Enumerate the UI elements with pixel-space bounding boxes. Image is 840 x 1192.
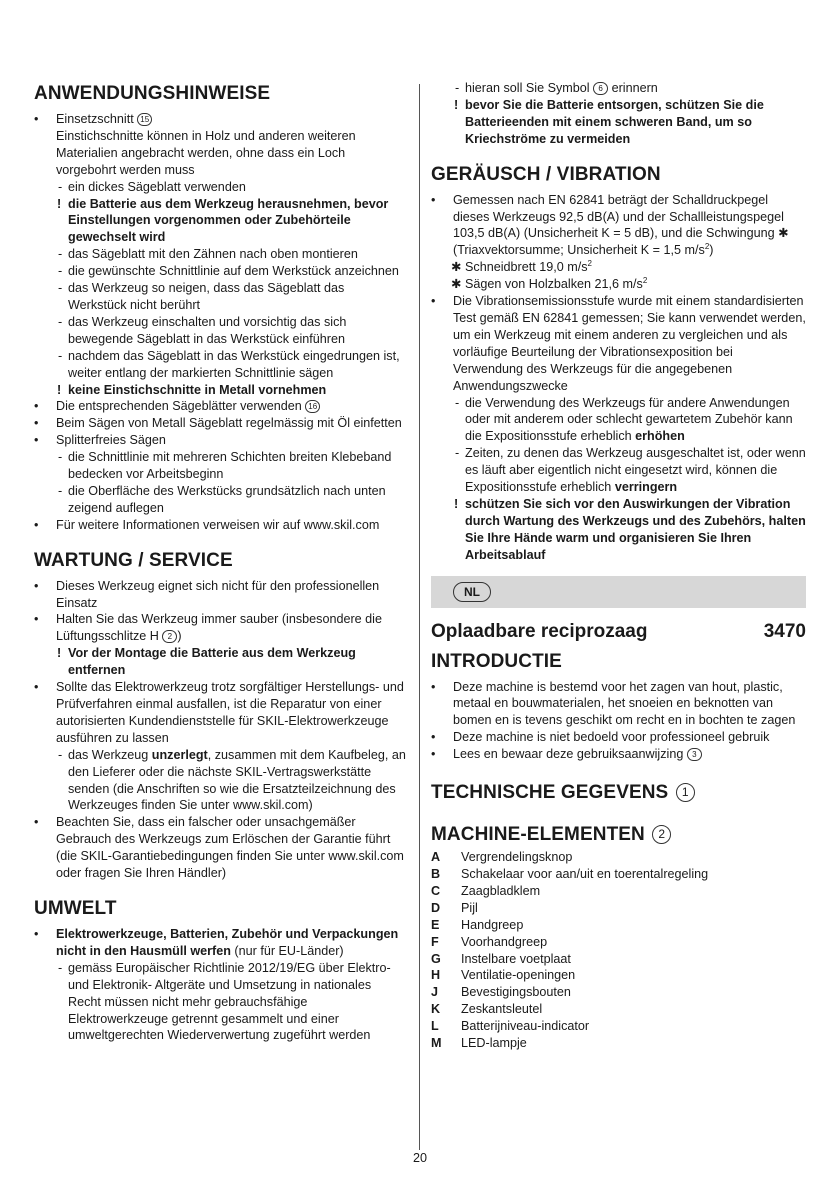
part-key: E (431, 917, 440, 932)
list-item: - die Verwendung des Werkzeugs für andere Anwendungen oder mit anderem oder schlecht gewartetem Zubehör kann die Expositionsstufe erheblich erhöhen (431, 395, 806, 446)
part-key: J (431, 985, 439, 1000)
ref-number: 6 (593, 82, 608, 95)
model-number: 3470 (763, 620, 806, 642)
list-item: - die gewünschte Schnittlinie auf dem Werkstück anzeichnen (34, 263, 406, 280)
ref-number: 1 (676, 783, 695, 802)
list-item: • Gemessen nach EN 62841 beträgt der Schalldruckpegel dieses Werkzeugs 92,5 dB(A) und der Schallleistungspegel 103,5 dB(A) (Unsicherheit K = 5 dB), und die Schwingung ✱ (Triaxvektorsumme; Unsicherheit K = 1,5 $m/s^2$) (431, 192, 806, 260)
warning-item: ! bevor Sie die Batterie entsorgen, schützen Sie die Batterieenden mit einem schweren Band, um so Kriechströme zu vermeiden (431, 97, 806, 148)
list-item: • Beachten Sie, dass ein falscher oder unsachgemäßer Gebrauch des Werkzeugs zum Erlöschen der Garantie führt (die SKIL-Garantiebedingungen finden Sie unter www.skil.com oder fragen Sie Ihren Händler) (34, 814, 406, 882)
left-column (34, 80, 406, 1044)
heading-technische-gegevens: TECHNISCHE GEGEVENS 1 (431, 781, 806, 805)
anwendung-list (34, 111, 406, 534)
right-column (431, 80, 806, 1052)
part-label: Bevestigingsbouten (461, 985, 571, 1000)
part-key: B (431, 867, 441, 881)
list-item: • Splitterfreies Sägen (34, 432, 406, 449)
part-label: Zaagbladklem (461, 883, 541, 898)
list-item: - die Oberfläche des Werkstücks grundsätzlich nach unten zeigend auflegen (34, 483, 406, 517)
warning-item: ! keine Einstichschnitte in Metall vornehmen (34, 382, 406, 399)
list-item: - hieran soll Sie Symbol 6 erinnern (431, 80, 806, 97)
asterisk-icon: ✱ (451, 260, 462, 275)
ref-number: 2 (162, 630, 177, 643)
list-item: • Dieses Werkzeug eignet sich nicht für den professionellen Einsatz (34, 578, 406, 612)
part-label: Instelbare voetplaat (461, 951, 571, 966)
warning-item: ! die Batterie aus dem Werkzeug herausnehmen, bevor Einstellungen vorgenommen oder Zubehörteile gewechselt wird (34, 196, 406, 247)
list-item: • Für weitere Informationen verweisen wir auf www.skil.com (34, 517, 406, 534)
wartung-list (34, 578, 406, 882)
introductie-list (431, 679, 806, 764)
part-label: Schakelaar voor aan/uit en toerentalregeling (461, 867, 709, 881)
list-item: • Einsetzschnitt 15 Einstichschnitte können in Holz und anderen weiteren Materialien angebracht werden, ohne dass ein Loch vorgebohrt werden muss (34, 111, 406, 179)
list-item: • Sollte das Elektrowerkzeug trotz sorgfältiger Herstellungs- und Prüfverfahren einmal ausfallen, ist die Reparatur von einer autorisierten Kundendienststelle für SKIL-Elektrowerkzeuge ausführen zu lassen (34, 679, 406, 747)
heading-introductie: INTRODUCTIE (431, 650, 562, 672)
part-label: Voorhandgreep (461, 934, 548, 949)
list-item: - das Werkzeug einschalten und vorsichtig das sich bewegende Sägeblatt in das Werkstück einführen (34, 314, 406, 348)
part-label: Pijl (461, 900, 478, 915)
list-item: • Beim Sägen von Metall Sägeblatt regelmässig mit Öl einfetten (34, 415, 406, 432)
column-divider (419, 84, 420, 1150)
vibration-value: ✱ Sägen von Holzbalken 21,6 $m/s^2$ (451, 275, 648, 292)
list-item: - das Werkzeug unzerlegt, zusammen mit dem Kaufbeleg, an den Lieferer oder die nächste SKIL-Vertragswerkstätte senden (die Anschriften so wie die Ersatzteilzeichnung des Werkzeuges finden Sie unter www.skil.com) (34, 747, 406, 815)
list-item: • Halten Sie das Werkzeug immer sauber (insbesondere die Lüftungsschlitze H 2 ) (34, 611, 406, 645)
ref-number: 15 (137, 113, 152, 126)
geraeusch-list (431, 192, 806, 564)
umwelt-list (34, 926, 406, 1044)
heading-wartung-service: WARTUNG / SERVICE (34, 549, 233, 571)
product-title (431, 620, 806, 644)
part-key: F (431, 934, 439, 949)
vibration-value: ✱ Schneidbrett 19,0 $m/s^2$ (451, 259, 592, 275)
list-item: - gemäss Europäischer Richtlinie 2012/19/EG über Elektro- und Elektronik- Altgeräte und Umsetzung in nationales Recht müssen nicht mehr gebrauchsfähige Elektrowerkzeuge getrennt gesammelt und einer umweltgerechten Wiederverwertung zugeführt werden (34, 960, 406, 1045)
part-label: Ventilatie-openingen (461, 968, 576, 983)
part-key: C (431, 883, 441, 898)
part-key: G (431, 951, 441, 966)
language-bar (431, 576, 806, 608)
heading-umwelt: UMWELT (34, 897, 117, 919)
part-label: Vergrendelingsknop (461, 850, 573, 865)
list-item: • Elektrowerkzeuge, Batterien, Zubehör und Verpackungen nicht in den Hausmüll werfen (nur für EU-Länder) (34, 926, 406, 960)
part-key: M (431, 1036, 442, 1051)
ref-number: 16 (305, 400, 320, 413)
list-item: - nachdem das Sägeblatt in das Werkstück eingedrungen ist, weiter entlang der markierten Schnittlinie sägen (34, 348, 406, 382)
list-item: • Die entsprechenden Sägeblätter verwenden 16 (34, 398, 406, 415)
part-label: Batterijniveau-indicator (461, 1019, 590, 1034)
part-key: A (431, 850, 441, 865)
list-item: - das Werkzeug so neigen, dass das Sägeblatt das Werkstück nicht berührt (34, 280, 406, 314)
list-item: - Zeiten, zu denen das Werkzeug ausgeschaltet ist, oder wenn es läuft aber eigentlich nicht eingesetzt wird, können die Expositionsstufe erheblich verringern (431, 445, 806, 496)
heading-machine-elementen: MACHINE-ELEMENTEN 2 (431, 823, 806, 847)
part-key: D (431, 900, 441, 915)
list-item: • Deze machine is bestemd voor het zagen van hout, plastic, metaal en bouwmaterialen, het snoeien en beknotten van bomen en is tevens geschikt om recht en in bochten te zagen (431, 679, 806, 730)
part-key: K (431, 1002, 441, 1017)
umwelt-continued (431, 80, 806, 148)
list-item: • Lees en bewaar deze gebruiksaanwijzing 3 (431, 746, 806, 763)
part-key: H (431, 968, 441, 983)
page-number: 20 (412, 1151, 427, 1165)
part-label: LED-lampje (461, 1036, 527, 1051)
part-key: L (431, 1019, 439, 1034)
ref-number: 2 (652, 825, 671, 844)
heading-anwendungshinweise: ANWENDUNGSHINWEISE (34, 83, 271, 104)
product-name: Oplaadbare reciprozaag (431, 620, 648, 642)
ref-number: 3 (687, 748, 702, 761)
part-label: Zeskantsleutel (461, 1002, 543, 1017)
list-item: • Deze machine is niet bedoeld voor professioneel gebruik (431, 729, 806, 746)
list-item: - die Schnittlinie mit mehreren Schichten breiten Klebeband bedecken vor Arbeitsbeginn (34, 449, 406, 483)
list-item: - ein dickes Sägeblatt verwenden (34, 179, 406, 196)
part-label: Handgreep (461, 917, 524, 932)
warning-item: ! Vor der Montage die Batterie aus dem Werkzeug entfernen (34, 645, 406, 679)
list-item: • Die Vibrationsemissionsstufe wurde mit einem standardisierten Test gemäß EN 62841 gemessen; Sie kann verwendet werden, um ein Werkzeug mit einem anderen zu vergleichen und als vorläufige Beurteilung der Vibrationsexposition bei Verwendung des Werkzeugs für die angegebenen Anwendungszwecke (431, 293, 806, 394)
heading-geraeusch-vibration: GERÄUSCH / VIBRATION (431, 163, 661, 185)
warning-item: ! schützen Sie sich vor den Auswirkungen der Vibration durch Wartung des Werkzeugs und des Zubehörs, halten Sie Ihre Hände warm und organisieren Sie Ihren Arbeitsablauf (431, 496, 806, 564)
asterisk-icon: ✱ (451, 277, 462, 292)
language-badge: NL (453, 582, 491, 602)
list-item: - das Sägeblatt mit den Zähnen nach oben montieren (34, 246, 406, 263)
parts-list (431, 849, 806, 1052)
